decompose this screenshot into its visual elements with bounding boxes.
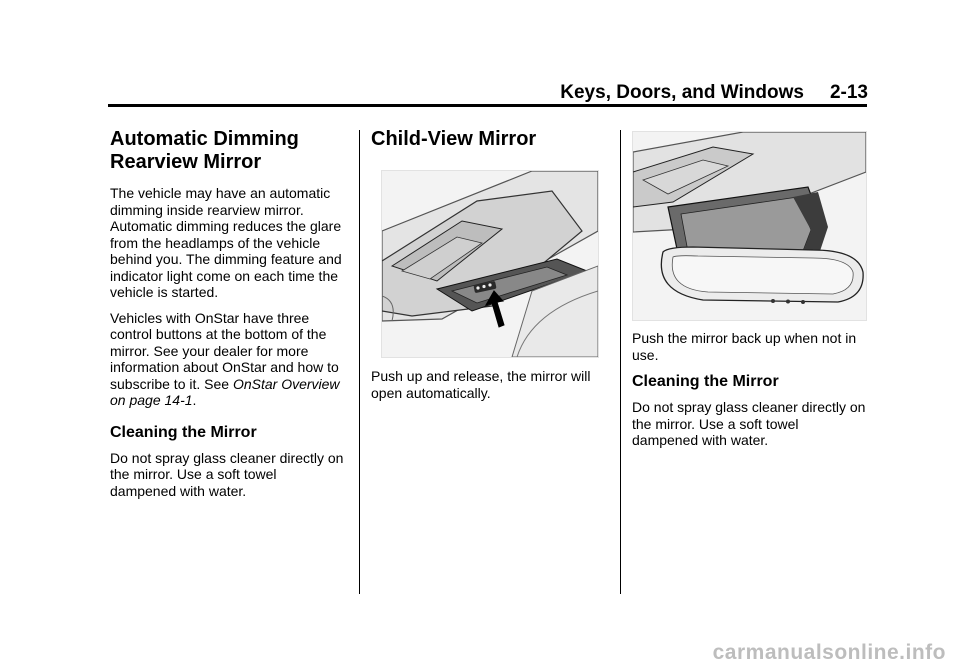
section-heading-child-view: Child-View Mirror: [371, 128, 537, 150]
child-view-mirror-illustration: [632, 131, 867, 321]
header-rule: [108, 104, 867, 107]
paragraph-cleaning-2: Do not spray glass cleaner directly on the mirror. Use a soft towel dampened with water.: [632, 399, 866, 448]
caption-push-back: Push the mirror back up when not in use.: [632, 330, 857, 363]
onstar-overview-link[interactable]: OnStar Overview on page 14-1: [110, 375, 340, 408]
column-3: [632, 330, 868, 458]
child-view-mirror-drawing: [633, 132, 866, 320]
paragraph-cleaning: Do not spray glass cleaner directly on the mirror. Use a soft towel dampened with water.: [110, 449, 344, 499]
overhead-console-illustration: [381, 170, 599, 358]
subheading-cleaning-mirror: Cleaning the Mirror: [110, 423, 257, 441]
paragraph-onstar-end: .: [192, 392, 197, 408]
site-watermark: carmanualsonline.info: [712, 641, 946, 664]
section-heading-automatic-dimming: Automatic Dimming Rearview Mirror: [110, 128, 299, 173]
column-1: [110, 128, 346, 508]
caption-push-release: Push up and release, the mirror will open automatically.: [371, 368, 591, 401]
page-number: 2-13: [829, 82, 868, 103]
column-divider-2: [620, 130, 621, 594]
paragraph-onstar: [110, 310, 346, 409]
column-divider-1: [359, 130, 360, 594]
running-header: [560, 82, 868, 104]
subheading-cleaning-mirror-2: Cleaning the Mirror: [632, 373, 779, 390]
section-title: Keys, Doors, and Windows: [560, 82, 804, 103]
overhead-console-drawing: [382, 171, 598, 357]
paragraph-dimming: The vehicle may have an automatic dimming inside rearview mirror. Automatic dimming reduces the glare from the headlamps of the vehicle behind you. The dimming feature and indicator light come on each time the vehicle is started.: [110, 185, 342, 300]
column-2: [371, 128, 607, 162]
paragraph-onstar-text: Vehicles with OnStar have three control buttons at the bottom of the mirror. See your dealer for more information about OnStar and how to subscribe to it. See: [110, 309, 339, 392]
column-2-caption-block: [371, 368, 607, 410]
